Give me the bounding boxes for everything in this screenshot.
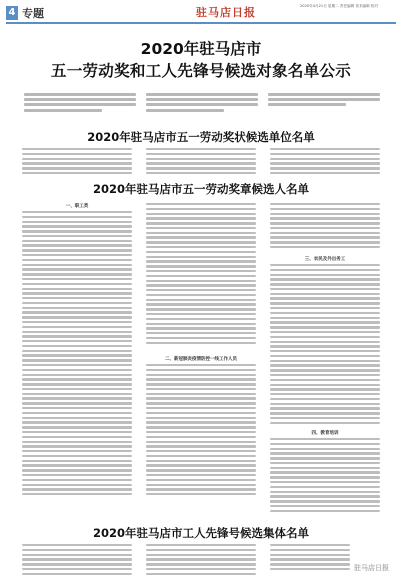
page-header bbox=[0, 0, 402, 28]
newspaper-logo: 驻马店日报 bbox=[196, 6, 256, 19]
individuals-list-col-3b bbox=[270, 264, 380, 427]
subhead-tech: 二、新冠肺炎疫情防控一线工作人员 bbox=[165, 357, 237, 362]
collectives-list-col-1 bbox=[22, 544, 132, 577]
main-title-line2: 五一劳动奖和工人先锋号候选对象名单公示 bbox=[50, 62, 352, 80]
individuals-list-col-3a bbox=[270, 203, 380, 251]
individuals-list-col-3c bbox=[270, 438, 380, 515]
collectives-list-col-3 bbox=[270, 544, 350, 573]
header-rule bbox=[6, 22, 396, 24]
intro-col-3 bbox=[268, 93, 380, 117]
subhead-it: 四、教育培训 bbox=[311, 431, 339, 436]
units-list-col-1 bbox=[22, 148, 132, 177]
subhead-other: 三、农民及外出务工 bbox=[304, 257, 346, 262]
section-label: 专题 bbox=[22, 7, 44, 20]
individuals-list-col-2a bbox=[146, 203, 256, 346]
intro-col-1 bbox=[24, 93, 136, 117]
individuals-list-col-1 bbox=[22, 211, 132, 498]
section-title-collectives: 2020年驻马店市工人先锋号候选集体名单 bbox=[92, 526, 309, 540]
units-list-col-2 bbox=[146, 148, 256, 177]
individuals-list-col-2b bbox=[146, 364, 256, 498]
main-title-line1: 2020年驻马店市 bbox=[140, 40, 262, 58]
footer-logo: 驻马店日报 bbox=[354, 563, 389, 572]
section-title-individuals: 2020年驻马店市五一劳动奖章候选人名单 bbox=[92, 182, 309, 196]
section-title-units: 2020年驻马店市五一劳动奖状候选单位名单 bbox=[87, 130, 315, 144]
collectives-list-col-2 bbox=[146, 544, 256, 577]
page-number: 4 bbox=[8, 7, 16, 18]
intro-paragraph bbox=[24, 93, 380, 117]
intro-col-2 bbox=[146, 93, 258, 117]
subhead-enterprise: 一、职工类 bbox=[65, 204, 89, 209]
units-list-col-3 bbox=[270, 148, 380, 177]
page-number-badge bbox=[6, 6, 18, 20]
header-info: 2020年4月21日 星期二 责任编辑 美术编辑 校对 bbox=[300, 4, 379, 8]
